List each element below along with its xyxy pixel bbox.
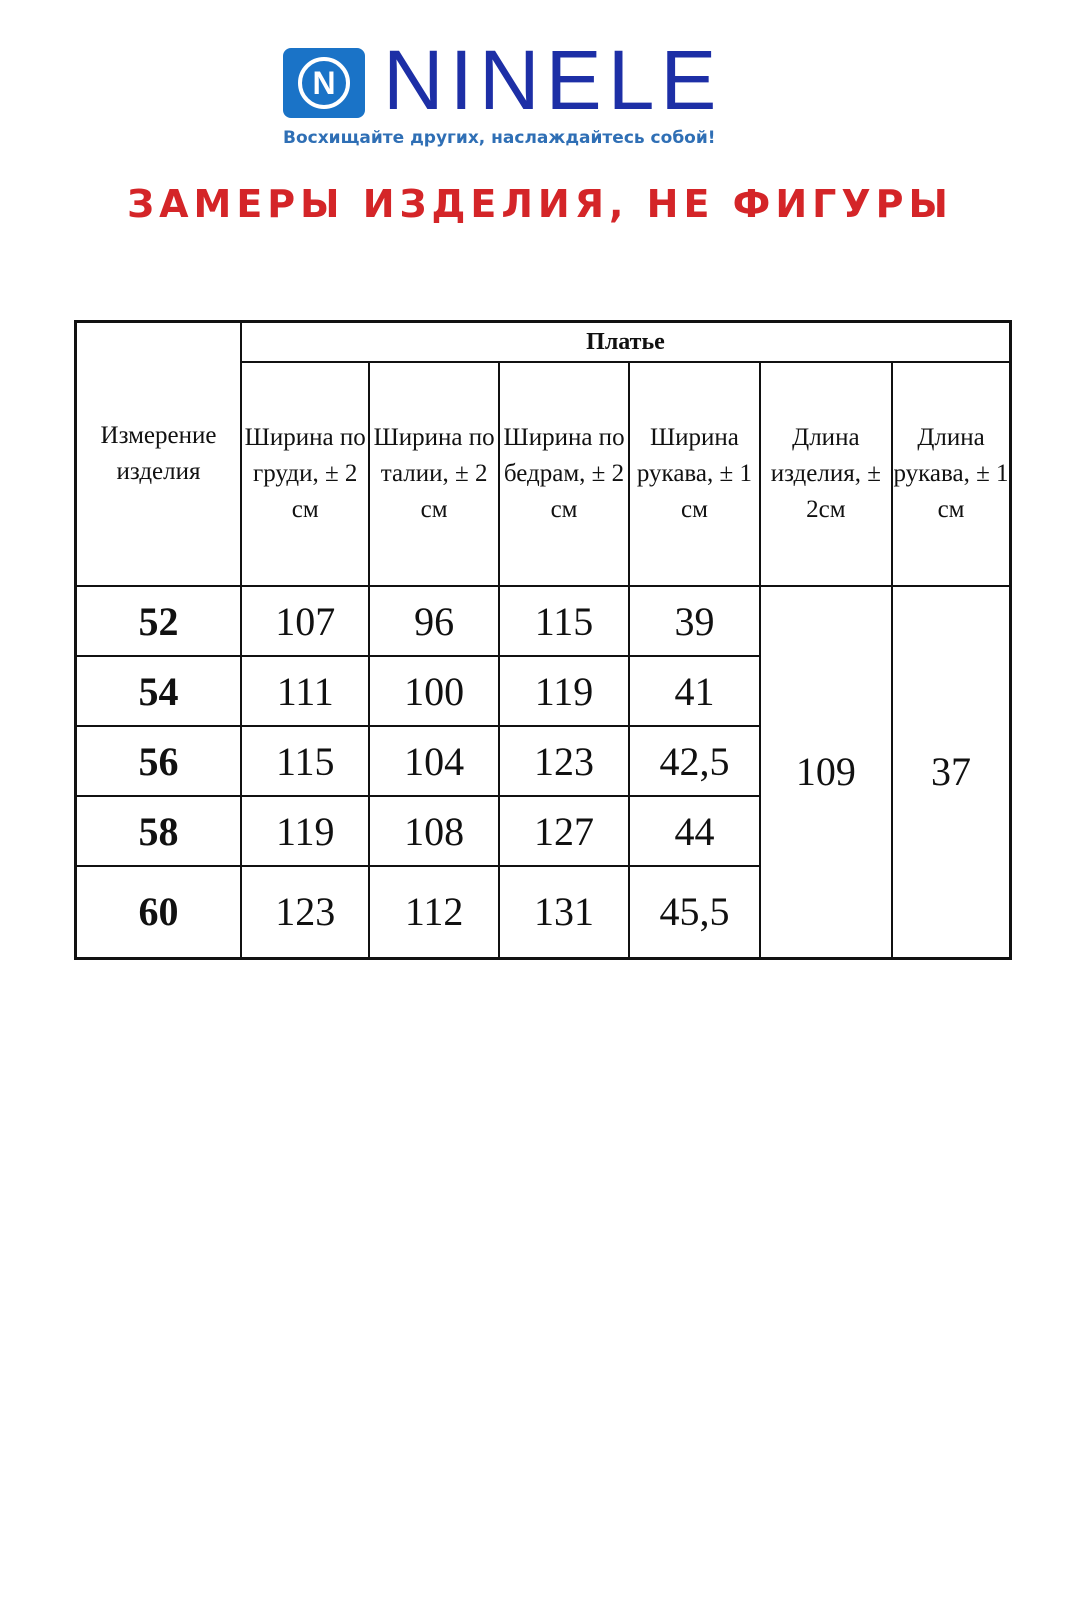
size-chart-table bbox=[74, 320, 1012, 960]
logo-icon bbox=[283, 48, 365, 118]
chest-cell: 107 bbox=[241, 586, 369, 656]
brand-name: NINELE bbox=[383, 33, 723, 127]
group-header-dress: Платье bbox=[241, 322, 1010, 363]
sleeve-width-cell: 44 bbox=[629, 796, 759, 866]
hips-cell: 131 bbox=[499, 866, 629, 958]
size-cell: 58 bbox=[76, 796, 242, 866]
chest-cell: 123 bbox=[241, 866, 369, 958]
hips-cell: 119 bbox=[499, 656, 629, 726]
sleeve-width-cell: 41 bbox=[629, 656, 759, 726]
corner-header: Измерение изделия bbox=[76, 322, 242, 587]
size-cell: 52 bbox=[76, 586, 242, 656]
column-header-waist: Ширина по талии, ± 2 см bbox=[369, 362, 498, 586]
column-header-chest: Ширина по груди, ± 2 см bbox=[241, 362, 369, 586]
product-length-cell: 109 bbox=[760, 586, 892, 958]
chest-cell: 119 bbox=[241, 796, 369, 866]
waist-cell: 100 bbox=[369, 656, 498, 726]
size-cell: 56 bbox=[76, 726, 242, 796]
brand-header bbox=[283, 33, 813, 158]
chest-cell: 111 bbox=[241, 656, 369, 726]
waist-cell: 108 bbox=[369, 796, 498, 866]
logo-letter: N bbox=[312, 65, 336, 101]
sleeve-width-cell: 42,5 bbox=[629, 726, 759, 796]
column-header-sleeve-width: Ширина рукава, ± 1 см bbox=[629, 362, 759, 586]
waist-cell: 96 bbox=[369, 586, 498, 656]
column-header-sleeve-length: Длина рукава, ± 1 см bbox=[892, 362, 1010, 586]
sleeve-width-cell: 45,5 bbox=[629, 866, 759, 958]
hips-cell: 127 bbox=[499, 796, 629, 866]
sleeve-width-cell: 39 bbox=[629, 586, 759, 656]
page-headline: ЗАМЕРЫ ИЗДЕЛИЯ, НЕ ФИГУРЫ bbox=[127, 182, 953, 226]
column-header-product-length: Длина изделия, ± 2см bbox=[760, 362, 892, 586]
size-cell: 54 bbox=[76, 656, 242, 726]
table-group-header-row bbox=[76, 322, 1011, 363]
waist-cell: 104 bbox=[369, 726, 498, 796]
waist-cell: 112 bbox=[369, 866, 498, 958]
table-row bbox=[76, 586, 1011, 656]
brand-tagline: Восхищайте других, наслаждайтесь собой! bbox=[283, 128, 716, 148]
chest-cell: 115 bbox=[241, 726, 369, 796]
column-header-hips: Ширина по бедрам, ± 2 см bbox=[499, 362, 629, 586]
hips-cell: 115 bbox=[499, 586, 629, 656]
sleeve-length-cell: 37 bbox=[892, 586, 1010, 958]
size-cell: 60 bbox=[76, 866, 242, 958]
hips-cell: 123 bbox=[499, 726, 629, 796]
